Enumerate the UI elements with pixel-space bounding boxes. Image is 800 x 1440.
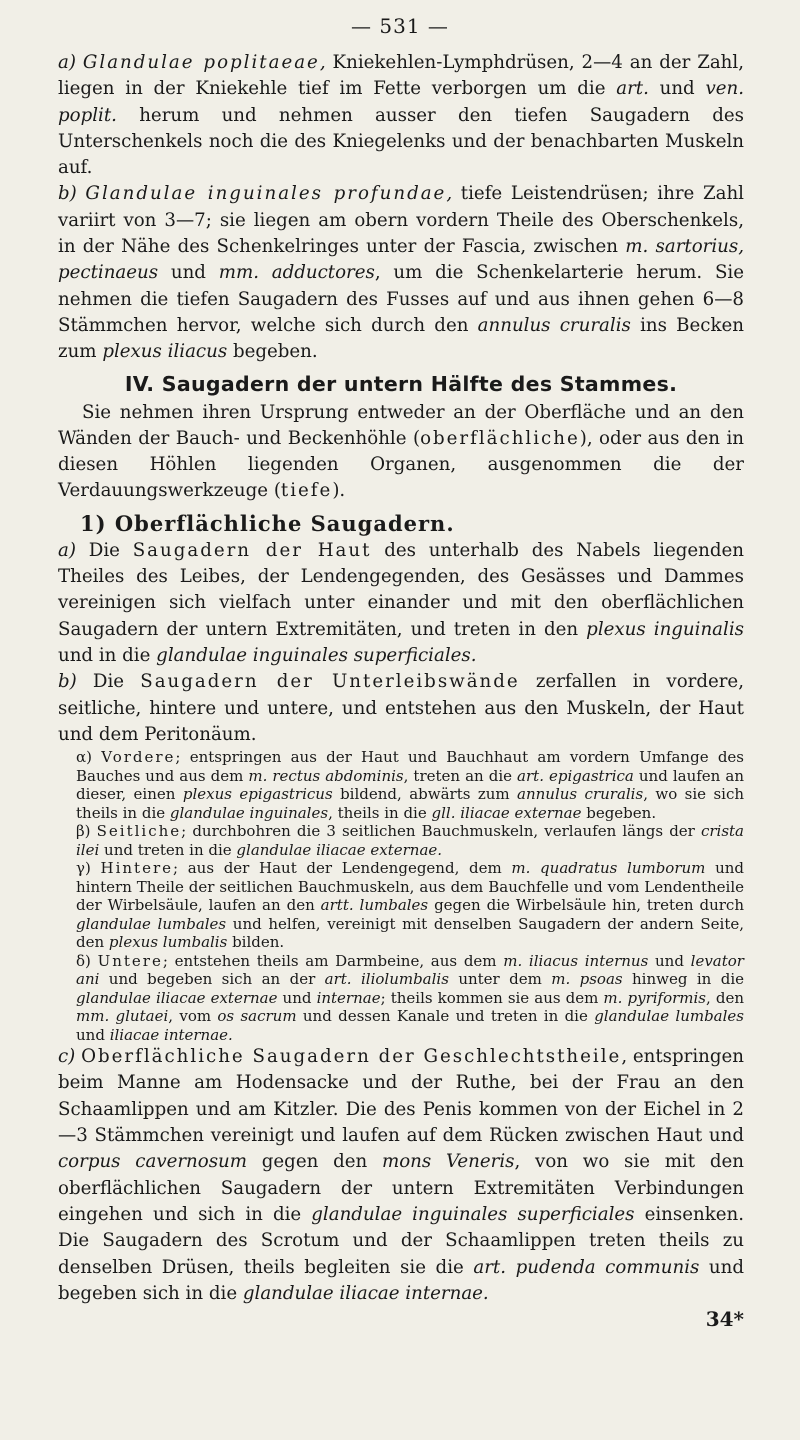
subparagraph-gamma-hintere: γ) Hintere; aus der Haut der Lendengegend, dem m. quadratus lumborum und hintern Theile der seitlichen Bauchmuskeln, aus dem Bauchfelle und vom Lendentheile der Wirbelsäule, laufen an den artt. lumbales gegen die Wirbelsäule hin, treten durch glandulae lumbales und helfen, vereinigt mit denselben Saugadern der andern Seite, den plexus lumbalis bilden.	[76, 859, 745, 952]
subparagraph-beta-seitliche: β) Seitliche; durchbohren die 3 seitlichen Bauchmuskeln, verlaufen längs der crista ilei und treten in die glandulae iliacae externae.	[76, 822, 744, 859]
section-heading-iv: IV. Saugadern der untern Hälfte des Stammes.	[124, 371, 678, 396]
body-text	[58, 50, 744, 1331]
paragraph-a-saugadern-der-haut: a) Die Saugadern der Haut des unterhalb des Nabels liegenden Theiles des Leibes, der Lendengegenden, des Gesässes und Dammes vereinigen sich vielfach unter einander und mit den oberflächlichen Saugadern der untern Extremitäten, und treten in den plexus inguinalis und in die glandulae inguinales superficiales.	[58, 539, 744, 666]
paragraph-a-glandulae-poplitaeae: a) Glandulae poplitaeae, Kniekehlen-Lymphdrüsen, 2—4 an der Zahl, liegen in der Kniekehle tief im Fette verborgen um die art. und ven. poplit. herum und nehmen ausser den tiefen Saugadern des Unterschenkels noch die des Kniegelenks und der benachbarten Muskeln auf.	[58, 52, 744, 179]
subparagraph-alpha-vordere: α) Vordere; entspringen aus der Haut und Bauchhaut am vordern Umfange des Bauches und aus dem m. rectus abdominis, treten an die art. epigastrica und laufen an dieser, einen plexus epigastricus bildend, abwärts zum annulus cruralis, wo sie sich theils in die glandulae inguinales, theils in die gll. iliacae externae begeben.	[76, 748, 745, 822]
paragraph-b-glandulae-inguinales-profundae: b) Glandulae inguinales profundae, tiefe Leistendrüsen; ihre Zahl variirt von 3—7; sie liegen am obern vordern Theile des Oberschenkels, in der Nähe des Schenkelringes unter der Fascia, zwischen m. sartorius, pectinaeus und mm. adductores, um die Schenkelarterie herum. Sie nehmen die tiefen Saugadern des Fusses auf und aus ihnen gehen 6—8 Stämmchen hervor, welche sich durch den annulus cruralis ins Becken zum plexus iliacus begeben.	[58, 183, 744, 363]
paragraph-b-unterleibswaende: b) Die Saugadern der Unterleibswände zerfallen in vordere, seitliche, hintere und untere, und entstehen aus den Muskeln, der Haut und dem Peritonäum.	[58, 671, 744, 745]
paragraph-c-geschlechtstheile: c) Oberflächliche Saugadern der Geschlechtstheile, entspringen beim Manne am Hodensacke und der Ruthe, bei der Frau an den Schaamlippen und am Kitzler. Die des Penis kommen von der Eichel in 2—3 Stämmchen vereinigt und laufen auf dem Rücken zwischen Haut und corpus cavernosum gegen den mons Veneris, von wo sie mit den oberflächlichen Saugadern der untern Extremitäten Verbindungen eingehen und sich in die glandulae inguinales superficiales einsenken. Die Saugadern des Scrotum und der Schaamlippen treten theils zu denselben Drüsen, theils begleiten sie die art. pudenda communis und begeben sich in die glandulae iliacae internae.	[58, 1046, 744, 1304]
page-number-header: — 531 —	[351, 14, 449, 38]
signature-mark: 34*	[705, 1307, 744, 1332]
section-intro-paragraph: Sie nehmen ihren Ursprung entweder an der Oberfläche und an den Wänden der Bauch- und Beckenhöhle (oberflächliche), oder aus den in diesen Höhlen liegenden Organen, ausgenommen die der Verdauungswerkzeuge (tiefe).	[58, 401, 745, 502]
subsection-heading-1: 1) Oberflächliche Saugadern.	[80, 510, 455, 536]
subparagraph-delta-untere: δ) Untere; entstehen theils am Darmbeine, aus dem m. iliacus internus und levator ani und begeben sich an der art. iliolumbalis unter dem m. psoas hinweg in die glandulae iliacae externae und internae; theils kommen sie aus dem m. pyriformis, den mm. glutaei, vom os sacrum und dessen Kanale und treten in die glandulae lumbales und iliacae internae.	[76, 951, 744, 1044]
